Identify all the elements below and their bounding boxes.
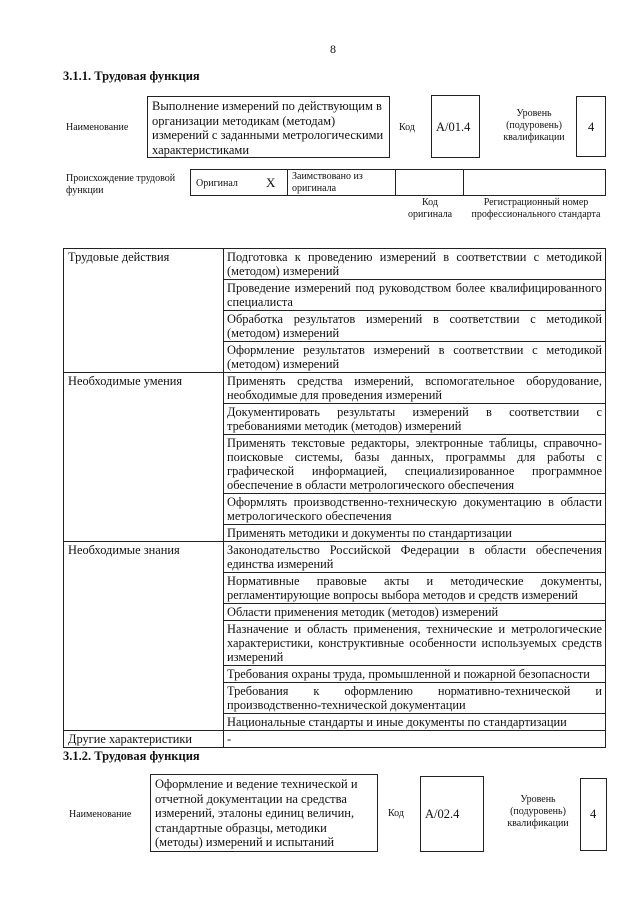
item-cell: Требования охраны труда, промышленной и пожарной безопасности [224,666,606,683]
code-value-1: A/01.4 [436,120,471,134]
item-cell: Национальные стандарты и иные документы по стандартизации [224,714,606,731]
labor-function-table [63,248,606,748]
code-original-label: Код оригинала [407,197,453,220]
section-title-1: 3.1.1. Трудовая функция [63,69,200,83]
table-row [64,249,606,280]
level-label-1: Уровень (подуровень) квалификации [503,108,565,143]
item-cell: Документировать результаты измерений в соответствии с требованиями методик (методов) измерений [224,404,606,435]
section-title-2: 3.1.2. Трудовая функция [63,749,200,763]
name-label-2: Наименование [69,809,132,820]
level-value-1: 4 [588,120,595,134]
item-cell: Обработка результатов измерений в соответствии с методикой (методом) измерений [224,311,606,342]
code-box-2 [420,776,484,852]
level-box-1 [576,96,606,157]
category-cell: Другие характеристики [64,731,224,748]
origin-row [190,169,606,196]
category-cell: Трудовые действия [64,249,224,373]
code-label-2: Код [388,808,404,819]
category-cell: Необходимые умения [64,373,224,542]
original-label: Оригинал [196,178,238,189]
reg-number-label: Регистрационный номер профессионального стандарта [471,197,601,220]
name-value-1: Выполнение измерений по действующим в организации методикам (методам) измерений с заданными метрологическими характеристиками [147,96,390,158]
origin-label: Происхождение трудовой функции [66,173,176,196]
page-number: 8 [330,42,336,56]
original-mark: X [266,175,276,190]
item-cell: Оформлять производственно-техническую документацию в области метрологического обеспечения [224,494,606,525]
level-value-2: 4 [590,807,597,821]
level-box-2 [580,778,607,851]
item-cell: Назначение и область применения, технические и метрологические характеристики, конструктивные особенности используемых средств измерений [224,621,606,666]
code-value-2: A/02.4 [425,807,460,821]
item-cell: Подготовка к проведению измерений в соответствии с методикой (методом) измерений [224,249,606,280]
code-label-1: Код [399,122,415,133]
item-cell: Оформление результатов измерений в соответствии с методикой (методом) измерений [224,342,606,373]
table-row [64,373,606,404]
item-cell: Применять средства измерений, вспомогательное оборудование, необходимые для проведения измерений [224,373,606,404]
name-label-1: Наименование [66,122,129,133]
item-cell: Применять методики и документы по стандартизации [224,525,606,542]
borrowed-label: Заимствовано из оригинала [292,171,363,194]
code-box-1 [431,95,480,158]
item-cell: Применять текстовые редакторы, электронные таблицы, справочно-поисковые системы, базы данных, программы для работы с графической информацией, специализированное программное обеспечение в области метрологического обеспечения [224,435,606,494]
table-row [64,542,606,573]
table-row [64,731,606,748]
item-cell: Проведение измерений под руководством более квалифицированного специалиста [224,280,606,311]
level-label-2: Уровень (подуровень) квалификации [507,794,569,829]
item-cell: Законодательство Российской Федерации в области обеспечения единства измерений [224,542,606,573]
item-cell: Нормативные правовые акты и методические документы, регламентирующие вопросы выбора методов и средств измерений [224,573,606,604]
item-cell: Области применения методик (методов) измерений [224,604,606,621]
item-cell: - [224,731,606,748]
item-cell: Требования к оформлению нормативно-технической и производственно-технической документации [224,683,606,714]
name-value-2: Оформление и ведение технической и отчетной документации на средства измерений, эталоны единиц величин, стандартные образцы, методики (методы) измерений и испытаний [150,774,378,852]
category-cell: Необходимые знания [64,542,224,731]
